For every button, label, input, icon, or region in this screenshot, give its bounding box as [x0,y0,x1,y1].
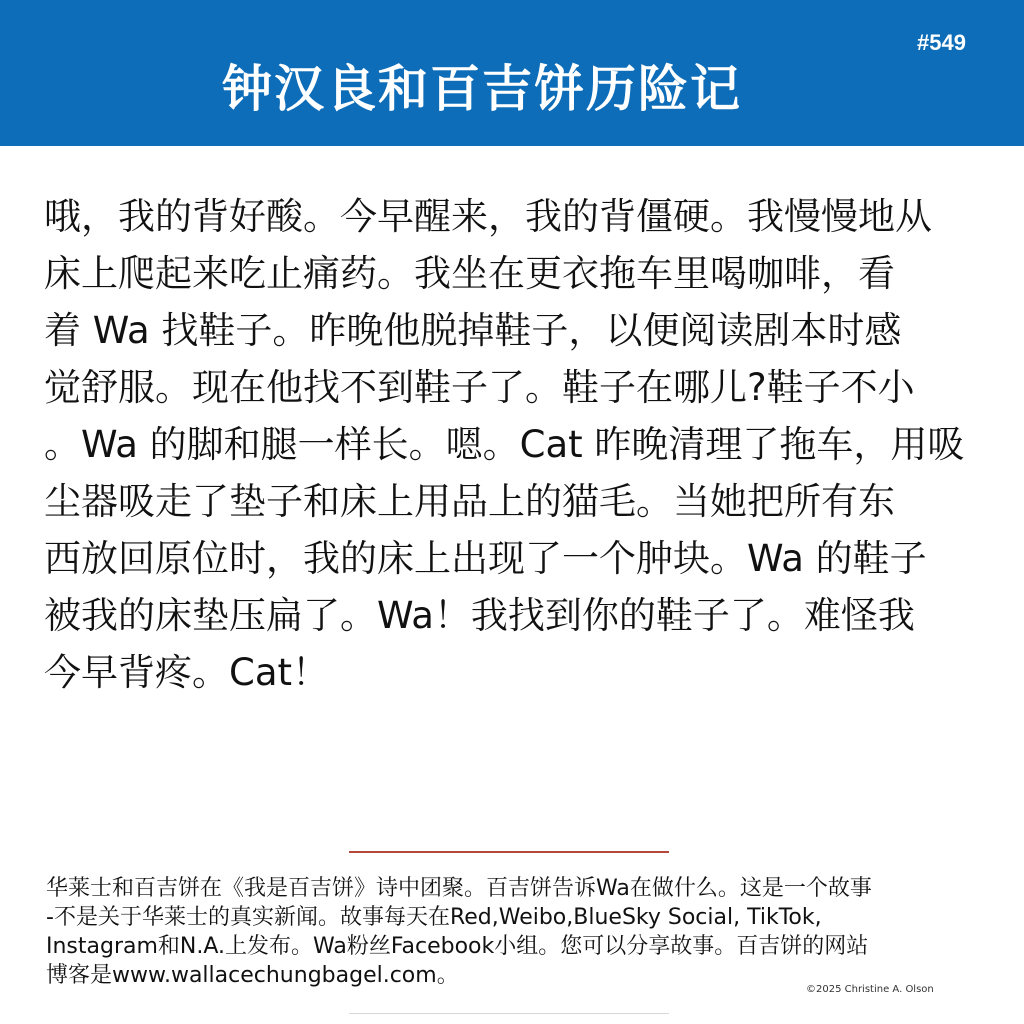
story-line: 觉舒服。现在他找不到鞋子了。鞋子在哪儿?鞋子不小 [44,366,915,409]
footer-note [46,874,986,990]
footer-line: 华莱士和百吉饼在《我是百吉饼》诗中团聚。百吉饼告诉Wa在做什么。这是一个故事 [46,876,872,901]
story-line: 西放回原位时，我的床上出现了一个肿块。Wa 的鞋子 [44,537,927,580]
story-line: 哦，我的背好酸。今早醒来，我的背僵硬。我慢慢地从 [44,195,932,238]
footer-line: 博客是www.wallacechungbagel.com。 [46,963,459,988]
copyright-notice: ©2025 Christine A. Olson [806,984,934,995]
page-title: 钟汉良和百吉饼历险记 [222,60,742,118]
story-line: 床上爬起来吃止痛药。我坐在更衣拖车里喝咖啡，看 [44,252,895,295]
story-line: 着 Wa 找鞋子。昨晚他脱掉鞋子，以便阅读剧本时感 [44,309,902,352]
footer-line: Instagram和N.A.上发布。Wa粉丝Facebook小组。您可以分享故事。百吉饼的网站 [46,934,869,959]
story-line: 。Wa 的脚和腿一样长。嗯。Cat 昨晚清理了拖车，用吸 [44,423,965,466]
story-line: 尘器吸走了垫子和床上用品上的猫毛。当她把所有东 [44,480,895,523]
story-line: 今早背疼。Cat！ [44,651,330,694]
header-banner [0,0,1024,146]
footer-divider [349,851,669,853]
footer-line: -不是关于华莱士的真实新闻。故事每天在Red,Weibo,BlueSky Social, TikTok, [46,905,822,930]
story-text [44,188,984,701]
bottom-rule [349,1013,669,1014]
story-line: 被我的床垫压扁了。Wa！我找到你的鞋子了。难怪我 [44,594,915,637]
episode-number: #549 [917,30,966,55]
